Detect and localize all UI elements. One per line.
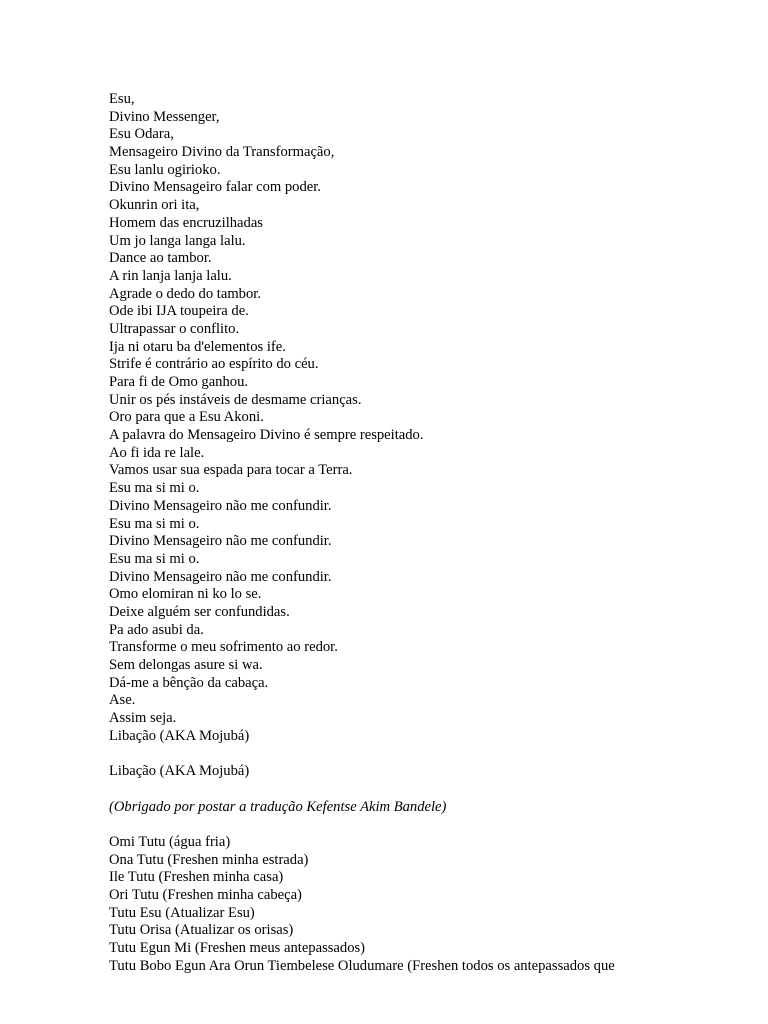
text-line: Oro para que a Esu Akoni. [109, 409, 264, 426]
text-line: A palavra do Mensageiro Divino é sempre respeitado. [109, 427, 424, 444]
text-line: Um jo langa langa lalu. [109, 232, 246, 249]
text-line: Sem delongas asure si wa. [109, 657, 263, 673]
text-line: Ao fi ida re lale. [109, 444, 205, 461]
text-line: Esu, [109, 91, 135, 107]
text-line: Ona Tutu (Freshen minha estrada) [109, 851, 309, 868]
text-line: Ija ni otaru ba d'elementos ife. [109, 338, 286, 355]
text-line: Libação (AKA Mojubá) [109, 727, 250, 744]
text-line: Unir os pés instáveis de desmame crianças. [109, 391, 362, 408]
text-line: Ile Tutu (Freshen minha casa) [109, 869, 284, 886]
text-line: Ori Tutu (Freshen minha cabeça) [109, 886, 302, 903]
text-line: Assim seja. [109, 710, 177, 727]
libation-section [109, 834, 749, 976]
text-line: Okunrin ori ita, [109, 197, 200, 214]
text-line: Tutu Egun Mi (Freshen meus antepassados) [109, 940, 366, 956]
text-line: Ase. [109, 692, 136, 709]
text-line: Dance ao tambor. [109, 250, 212, 267]
text-line: Esu Odara, [109, 126, 174, 143]
text-line: Omo elomiran ni ko lo se. [109, 586, 262, 603]
text-line: Vamos usar sua espada para tocar a Terra. [109, 462, 353, 479]
text-line: Divino Messenger, [109, 108, 220, 125]
text-line: Homem das encruzilhadas [109, 214, 263, 231]
text-line: Divino Mensageiro falar com poder. [109, 179, 321, 196]
text-line: Tutu Esu (Atualizar Esu) [109, 904, 255, 921]
chant-section [109, 91, 749, 745]
text-line: Tutu Orisa (Atualizar os orisas) [109, 922, 294, 939]
text-line: Esu lanlu ogirioko. [109, 161, 221, 178]
text-line: Divino Mensageiro não me confundir. [109, 568, 332, 585]
text-line: Dá-me a bênção da cabaça. [109, 674, 269, 691]
paragraph-gap [109, 781, 749, 799]
text-line: Mensageiro Divino da Transformação, [109, 144, 335, 161]
text-line: Divino Mensageiro não me confundir. [109, 497, 332, 514]
text-line: Esu ma si mi o. [109, 515, 200, 532]
section-heading: Libação (AKA Mojubá) [109, 763, 250, 780]
text-line: Pa ado asubi da. [109, 621, 204, 638]
text-line: Divino Mensageiro não me confundir. [109, 533, 332, 550]
text-line: Ultrapassar o conflito. [109, 320, 240, 337]
credit-line: (Obrigado por postar a tradução Kefentse Akim Bandele) [109, 798, 447, 815]
document-text [109, 91, 749, 975]
text-line: Omi Tutu (água fria) [109, 833, 231, 850]
text-line: Agrade o dedo do tambor. [109, 285, 261, 302]
text-line: Deixe alguém ser confundidas. [109, 603, 290, 620]
paragraph-gap [109, 745, 749, 763]
text-line: Transforme o meu sofrimento ao redor. [109, 639, 338, 656]
text-line: A rin lanja lanja lalu. [109, 267, 232, 284]
paragraph-gap [109, 816, 749, 834]
text-line: Para fi de Omo ganhou. [109, 374, 249, 390]
text-line: Strife é contrário ao espírito do céu. [109, 356, 319, 373]
text-line: Tutu Bobo Egun Ara Orun Tiembelese Oludumare (Freshen todos os antepassados que [109, 957, 615, 974]
text-line: Esu ma si mi o. [109, 480, 200, 497]
text-line: Ode ibi IJA toupeira de. [109, 303, 249, 320]
text-line: Esu ma si mi o. [109, 550, 200, 567]
